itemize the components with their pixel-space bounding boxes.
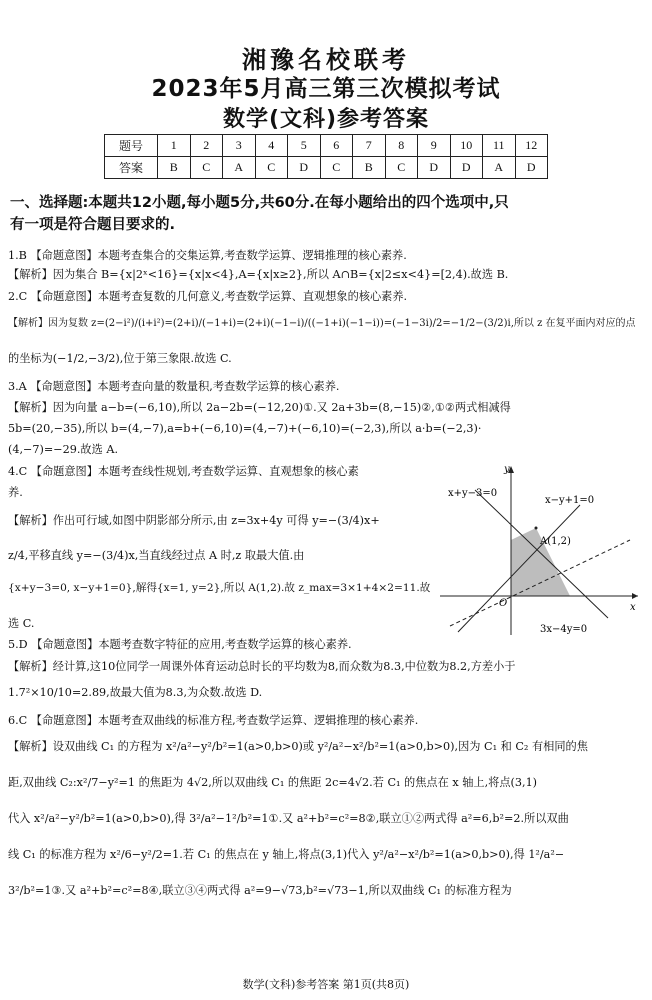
x-axis-label: x [630, 602, 636, 613]
solution-line: 【解析】因为集合 B={x|2ˣ<16}={x|x<4},A={x|x≥2},所以 A∩B={x|2≤x<4}=[2,4).故选 B. [8, 268, 509, 281]
solution-line: 的坐标为(−1/2,−3/2),位于第三象限.故选 C. [8, 352, 232, 365]
solution-line: 【解析】设双曲线 C₁ 的方程为 x²/a²−y²/b²=1(a>0,b>0)或 y²/a²−x²/b²=1(a>0,b>0),因为 C₁ 和 C₂ 有相同的焦 [8, 740, 588, 753]
solution-line: 养. [8, 486, 23, 499]
solution-line: 5b=(20,−35),所以 b=(4,−7),a=b+(−6,10)=(4,−7)+(−6,10)=(−2,3),所以 a·b=(−2,3)· [8, 422, 482, 435]
answer-key-table [104, 134, 548, 179]
question-number-cell: 4 [255, 135, 288, 157]
solution-line: 距,双曲线 C₂:x²/7−y²=1 的焦距为 4√2,所以双曲线 C₁ 的焦距 2c=4√2.若 C₁ 的焦点在 x 轴上,将点(3,1) [8, 776, 538, 789]
question-number-cell: 1 [158, 135, 191, 157]
answer-cell: C [190, 157, 223, 179]
question-number-cell: 3 [223, 135, 256, 157]
solution-line: {x+y−3=0, x−y+1=0},解得{x=1, y=2},所以 A(1,2).故 z_max=3×1+4×2=11.故 [8, 582, 431, 594]
question-number-cell: 10 [450, 135, 483, 157]
solution-line: 线 C₁ 的标准方程为 x²/6−y²/2=1.若 C₁ 的焦点在 y 轴上,将点(3,1)代入 y²/a²−x²/b²=1(a>0,b>0),得 1²/a²− [8, 848, 565, 861]
exam-organizer-title: 湘豫名校联考 [242, 46, 410, 74]
question-number-row [105, 135, 548, 157]
answer-cell: A [223, 157, 256, 179]
answer-row [105, 157, 548, 179]
line3-label: 3x−4y=0 [540, 624, 588, 635]
question-number-cell: 2 [190, 135, 223, 157]
question-number-cell: 9 [418, 135, 451, 157]
answer-cell: B [158, 157, 191, 179]
point-a-marker [535, 527, 538, 530]
solution-line: 代入 x²/a²−y²/b²=1(a>0,b>0),得 3²/a²−1²/b²=1①.又 a²+b²=c²=8②,联立①②两式得 a²=6,b²=2.所以双曲 [8, 812, 569, 825]
line2-label: x−y+1=0 [545, 495, 595, 506]
exam-name-title: 2023年5月高三第三次模拟考试 [151, 76, 501, 102]
question-number-cell: 6 [320, 135, 353, 157]
solution-line: 3²/b²=1③.又 a²+b²=c²=8④,联立③④两式得 a²=9−√73,b²=√73−1,所以双曲线 C₁ 的标准方程为 [8, 884, 512, 897]
question-number-cell: 5 [288, 135, 321, 157]
answer-cell: D [515, 157, 548, 179]
answer-cell: D [450, 157, 483, 179]
solution-line: 1.7²×10/10=2.89,故最大值为8.3,为众数.故选 D. [8, 686, 263, 699]
x-axis-arrow [632, 593, 638, 599]
answer-cell: B [353, 157, 386, 179]
feasible-region-figure [440, 460, 645, 635]
question-number-cell: 12 [515, 135, 548, 157]
point-a-label: A(1,2) [540, 536, 571, 547]
line1-label: x+y−3=0 [448, 488, 498, 499]
document-title: 数学(文科)参考答案 [222, 107, 430, 132]
answer-cell: C [385, 157, 418, 179]
origin-label: O [499, 598, 508, 609]
solution-line: 【解析】经计算,这10位同学一周课外体育运动总时长的平均数为8,而众数为8.3,中位数为8.2,方差小于 [8, 660, 516, 673]
row-label-answer: 答案 [105, 157, 158, 179]
page-footer: 数学(文科)参考答案 第1页(共8页) [242, 978, 410, 991]
section-heading [10, 192, 640, 236]
solution-line: 1.B 【命题意图】本题考查集合的交集运算,考查数学运算、逻辑推理的核心素养. [8, 249, 407, 262]
answer-cell: D [288, 157, 321, 179]
solution-line: 2.C 【命题意图】本题考查复数的几何意义,考查数学运算、直观想象的核心素养. [8, 290, 408, 303]
section-heading-line-1: 一、选择题:本题共12小题,每小题5分,共60分.在每小题给出的四个选项中,只 [10, 195, 509, 211]
solution-line: 【解析】作出可行域,如图中阴影部分所示,由 z=3x+4y 可得 y=−(3/4)x+ [8, 514, 380, 527]
solution-line: z/4,平移直线 y=−(3/4)x,当直线经过点 A 时,z 取最大值.由 [8, 549, 305, 562]
question-number-cell: 8 [385, 135, 418, 157]
y-axis-label: y [504, 464, 510, 475]
answer-cell: D [418, 157, 451, 179]
question-number-cell: 7 [353, 135, 386, 157]
question-number-cell: 11 [483, 135, 516, 157]
solution-line: 3.A 【命题意图】本题考查向量的数量积,考查数学运算的核心素养. [8, 380, 340, 393]
line-x-plus-y-minus-3 [475, 490, 608, 618]
solution-line: 5.D 【命题意图】本题考查数字特征的应用,考查数学运算的核心素养. [8, 638, 352, 651]
solution-line: 【解析】因为向量 a−b=(−6,10),所以 2a−2b=(−12,20)①.又 2a+3b=(8,−15)②,①②两式相减得 [8, 401, 511, 414]
row-label-question-number: 题号 [105, 135, 158, 157]
solution-line: 选 C. [8, 617, 35, 630]
solution-line: 【解析】因为复数 z=(2−i²)/(i+i²)=(2+i)/(−1+i)=(2+i)(−1−i)/((−1+i)(−1−i))=(−1−3i)/2=−1/2−(3/2)i,所以 z 在复平面内对应的点 [8, 318, 636, 329]
answer-cell: C [320, 157, 353, 179]
solution-line: 4.C 【命题意图】本题考查线性规划,考查数学运算、直观想象的核心素 [8, 465, 359, 478]
solution-line: 6.C 【命题意图】本题考查双曲线的标准方程,考查数学运算、逻辑推理的核心素养. [8, 714, 419, 727]
section-heading-line-2: 有一项是符合题目要求的. [10, 217, 176, 233]
solution-line: (4,−7)=−29.故选 A. [8, 443, 119, 456]
answer-cell: A [483, 157, 516, 179]
answer-cell: C [255, 157, 288, 179]
